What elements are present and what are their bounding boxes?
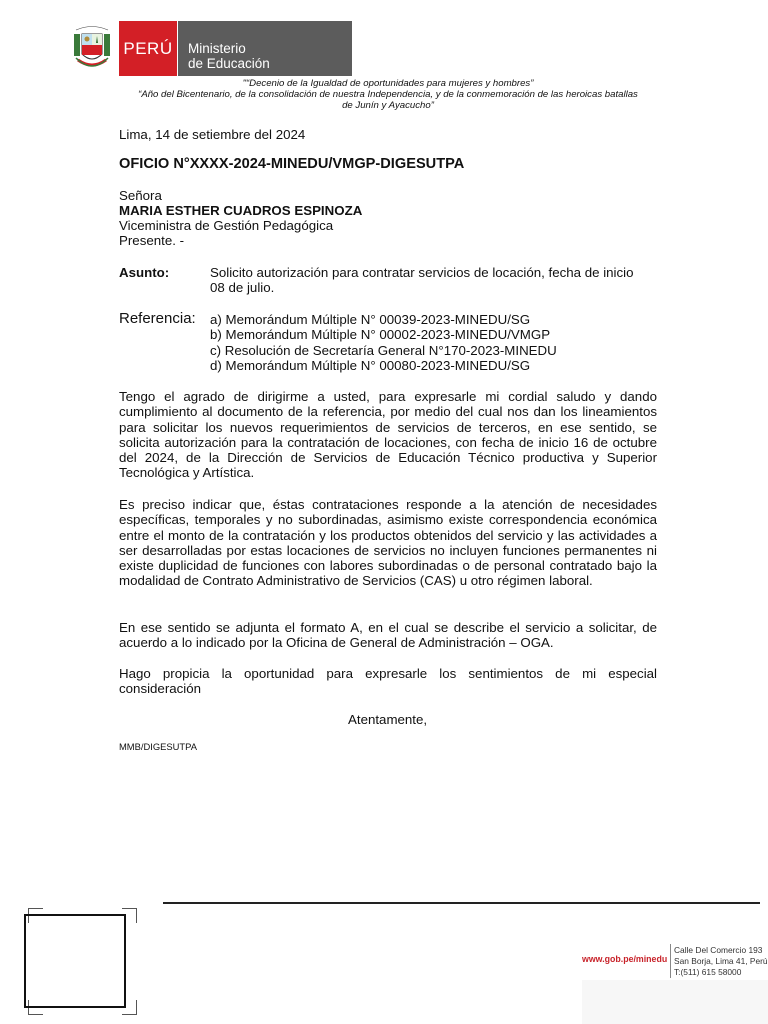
recipient-title: Viceministra de Gestión Pedagógica xyxy=(119,218,334,233)
referencia-list xyxy=(210,312,557,373)
decenio-line: "“Decenio de la Igualdad de oportunidades para mujeres y hombres” xyxy=(242,78,534,89)
asunto-text: Solicito autorización para contratar servicios de locación, fecha de inicio 08 de julio. xyxy=(210,265,634,296)
initials: MMB/DIGESUTPA xyxy=(119,741,197,752)
peru-logo-text: PERÚ xyxy=(123,38,173,58)
peru-logo xyxy=(119,21,177,76)
footer-address xyxy=(674,945,768,978)
referencia-item: a) Memorándum Múltiple N° 00039-2023-MINEDU/SG xyxy=(210,312,531,327)
asunto-label: Asunto: xyxy=(119,265,170,280)
ministry-line1: Ministerio xyxy=(188,41,246,56)
paragraph-2: Es preciso indicar que, éstas contrataciones responde a la atención de necesidades específicas, temporales y no subordinadas, asimismo existe correspondencia económica entre el monto de la contratación y los productos obtenidos del servicio y las actividades a ser desarrolladas por estas locaciones de servicios no incluyen funciones permanentes ni existe duplicidad de funciones con labores subordinadas o de personal contratado bajo la modalidad de Contrato Administrativo de Servicios (CAS) u otro régimen laboral. xyxy=(119,497,657,589)
address-line: Calle Del Comercio 193 xyxy=(674,945,763,955)
referencia-item: d) Memorándum Múltiple N° 00080-2023-MINEDU/SG xyxy=(210,357,531,373)
footer-separator xyxy=(670,944,671,978)
referencia-item: c) Resolución de Secretaría General N°170-2023-MINEDU xyxy=(210,342,557,358)
referencia-label: Referencia: xyxy=(119,310,196,327)
recipient-name: MARIA ESTHER CUADROS ESPINOZA xyxy=(119,203,363,218)
anio-line-2: de Junín y Ayacucho” xyxy=(342,100,434,111)
website-link[interactable]: www.gob.pe/minedu xyxy=(582,954,668,964)
signature-box xyxy=(24,914,126,1008)
address-line: T:(511) 615 58000 xyxy=(674,967,742,977)
closing: Atentamente, xyxy=(348,712,428,727)
referencia-item: b) Memorándum Múltiple N° 00002-2023-MINEDU/VMGP xyxy=(210,327,551,343)
anio-line-1: “Año del Bicentenario, de la consolidación de nuestra Independencia, y de la conmemoración de las heroicas batallas xyxy=(138,89,638,100)
letter-date: Lima, 14 de setiembre del 2024 xyxy=(119,127,306,142)
paragraph-1: Tengo el agrado de dirigirme a usted, para expresarle mi cordial saludo y dando cumplimiento al documento de la referencia, por medio del cual nos dan los lineamientos para solicitar los nuevos requerimientos de servicios de terceros, en ese sentido, se solicita autorización para la contratación de locaciones, con fecha de inicio 16 de octubre del 2024, de la Dirección de Servicios de Educación Técnico productiva y Superior Tecnológica y Artística. xyxy=(119,389,657,481)
presente: Presente. - xyxy=(119,233,185,248)
paragraph-4: Hago propicia la oportunidad para expresarle los sentimientos de mi especial consideración xyxy=(119,666,657,697)
salutation: Señora xyxy=(119,188,162,203)
ministry-logo xyxy=(178,21,352,76)
oficio-number: OFICIO N°XXXX-2024-MINEDU/VMGP-DIGESUTPA xyxy=(119,156,465,172)
footer-shade xyxy=(582,980,768,1024)
address-line: San Borja, Lima 41, Perú xyxy=(674,956,768,966)
paragraph-3: En ese sentido se adjunta el formato A, en el cual se describe el servicio a solicitar, de acuerdo a lo indicado por la Oficina de General de Administración – OGA. xyxy=(119,620,657,651)
footer-divider xyxy=(163,902,760,904)
ministry-line2: de Educación xyxy=(188,56,270,71)
coat-of-arms-icon xyxy=(70,24,114,74)
